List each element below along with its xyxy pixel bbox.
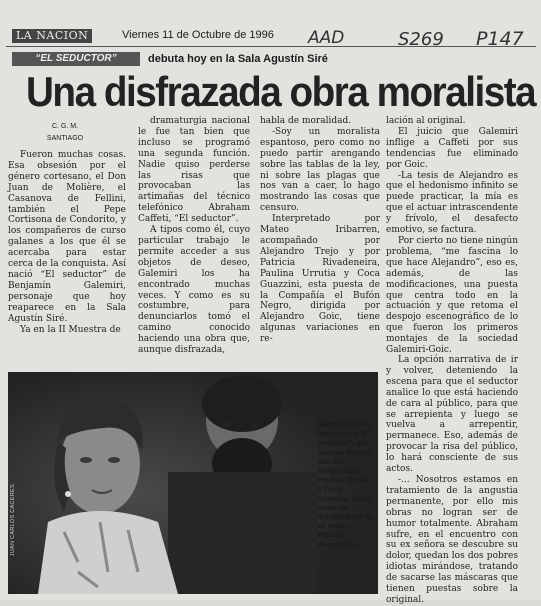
paragraph: El juicio que Galemiri inflige a Caffeti por sus tendencias fue eliminado por Goic. (386, 126, 518, 170)
paragraph: -La tesis de Alejandro es que el hedonismo infinito se puede practicar, la mía es que el actuar intrascendente y frívolo, el desafecto emotivo, se factura. (386, 170, 518, 236)
byline-location: SANTIAGO (46, 135, 84, 142)
masthead (6, 26, 536, 50)
byline-author: C. G. M. (51, 123, 79, 130)
photo-caption: Mateo Iribarren interpreta a “El seductor”, que aunque alardea con sus conquistas, Paulina Urrutia y Coca Guazzini, sigue teniendo debilidad por su ex mujer, Patricia Rivadeneira. (318, 420, 374, 549)
issue-date: Viernes 11 de Octubre de 1996 (122, 29, 274, 41)
paragraph: Fueron muchas cosas. Esa obsesión por el género cortesano, el Don Juan de Molière, el Casanova de Fellini, también el Pepe Cortisona de Condorito, y los compañeros de curso galanes a los que él se acercaba para estar cerca de la conquista. Así nació “El seductor” de Benjamín Galemiri, personaje que hoy reaparece en la Sala Agustín Siré. (8, 150, 126, 324)
paragraph: dramaturgia nacional le fue tan bien que incluso se programó una segunda función. Nadie quiso perderse las risas que provocaban las artimañas del técnico telefónico Abraham Caffeti, “El seductor”. (138, 116, 250, 225)
paragraph: La opción narrativa de ir y volver, deteniendo la escena para que el seductor analice lo que está haciendo de cara al público, para que se arrepienta y luego se vuelva a arrepentir, permanece. Eso, además de provocar la risa del público, lo hará consciente de sus actos. (386, 355, 518, 475)
paragraph: Interpretado por Mateo Iribarren, acompañado por Alejandro Trejo y por Patricia Rivadeneira, Paulina Urrutia y Coca Guazzini, esta puesta de la Compañía el Bufón Negro, dirigida por Alejandro Goic, tiene algunas variaciones en re- (260, 214, 380, 345)
article-column-1 (8, 150, 126, 335)
paragraph: Por cierto no tiene ningún problema, “me fascina lo que hace Alejandro”, eso es, además, de las modificaciones, una puesta que centra todo en la actuación y que retoma el despojo escenográfico de lo que fueron los primeros montajes de la sociedad Galemiri-Goic. (386, 235, 518, 356)
article-column-4-continued (386, 355, 518, 606)
kicker-label: “EL SEDUCTOR” (12, 52, 140, 66)
paragraph: -... Nosotros estamos en tratamiento de la angustia permanente, por ello mis obras no logran ser de humor totalmente. Abraham sufre, en el encuentro con su ex señora se descubre su dolor, quedan los dos pobres idiotas mirándose, tratando de sacarse las máscaras que tienen puestas sobre la original. (386, 474, 518, 605)
handwritten-archive-number: S269 (398, 29, 444, 50)
paragraph: lación al original. (386, 116, 466, 126)
article-column-3 (260, 116, 380, 345)
paragraph: Ya en la II Muestra de (20, 324, 121, 335)
photo-credit: JUAN CARLOS CACERES (10, 484, 16, 557)
article-column-2 (138, 116, 250, 356)
headline: Una disfrazada obra moralista (26, 68, 536, 115)
article-column-4 (386, 116, 518, 356)
paragraph: -Soy un moralista espantoso, pero como no puedo partir arengando sobre las tablas de la ley, ni sobre las plagas que nos van a caer, lo hago mostrando las cosas que censuro. (260, 126, 380, 214)
kicker-text: debuta hoy en la Sala Agustín Siré (148, 53, 328, 65)
handwritten-page-number: P147 (476, 28, 524, 50)
paragraph: habla de moralidad. (260, 116, 352, 126)
handwritten-archive-code: AAD (308, 28, 345, 48)
paragraph: A tipos como él, cuyo particular trabajo le permite acceder a sus objetos de deseo, Galemiri los ha encontrado muchas veces. Y como es su costumbre, para denunciarlos tomó el camino conocido haciendo una obra que, aunque disfrazada, (138, 225, 250, 356)
newspaper-logo: LA NACION (12, 29, 92, 43)
byline (30, 121, 100, 145)
